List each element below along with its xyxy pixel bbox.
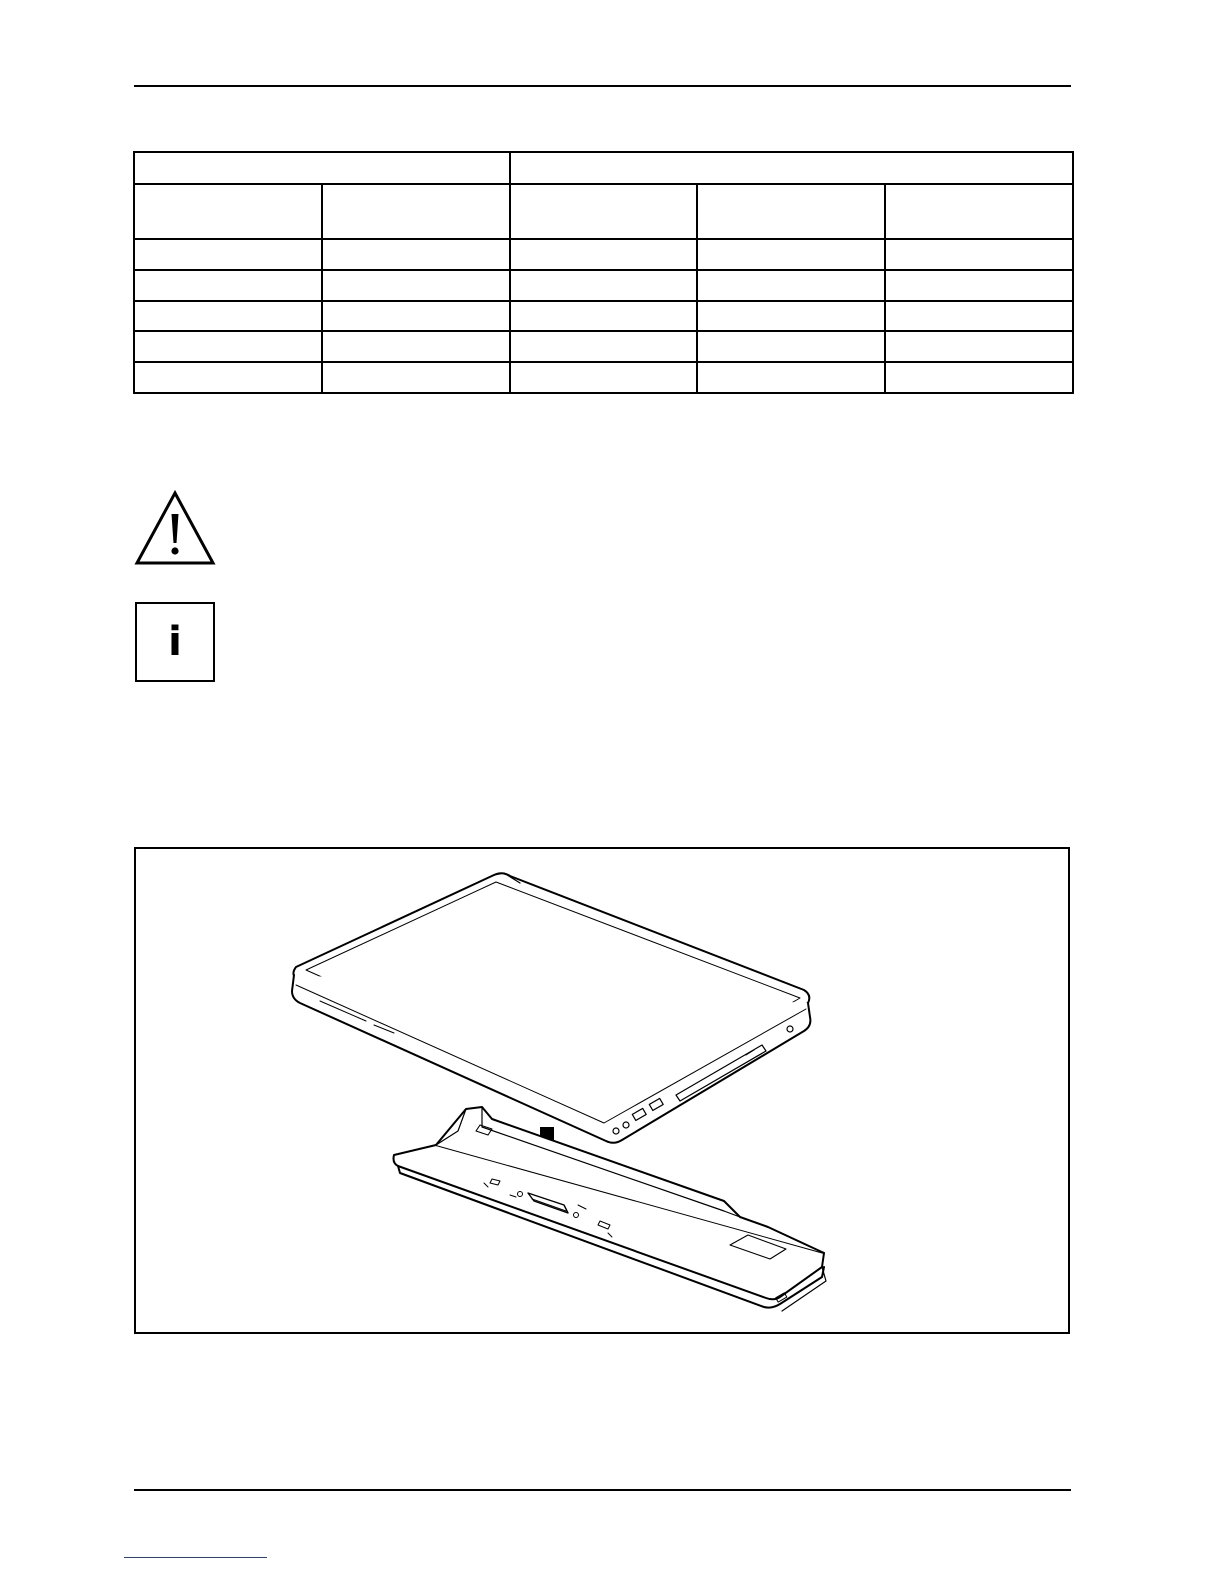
header-rule [134, 85, 1071, 87]
table-cell [510, 362, 697, 393]
footer-link-underline[interactable] [124, 1557, 267, 1558]
table-cell [885, 301, 1073, 332]
table-cell [322, 362, 510, 393]
info-icon [135, 602, 215, 682]
table-cell [885, 270, 1073, 301]
table-cell [510, 239, 697, 270]
table-cell [885, 362, 1073, 393]
table-cell [885, 331, 1073, 362]
table-cell [697, 331, 885, 362]
table-cell [134, 362, 322, 393]
table-cell [322, 270, 510, 301]
table-cell [134, 331, 322, 362]
table-cell [510, 301, 697, 332]
table-column-header [510, 184, 697, 239]
info-glyph: i [168, 619, 182, 665]
table-cell [885, 239, 1073, 270]
table-cell [322, 239, 510, 270]
table-row [134, 362, 1073, 393]
table-column-header [322, 184, 510, 239]
table-cell [510, 331, 697, 362]
table-cell [134, 270, 322, 301]
spec-table [133, 151, 1074, 394]
table-cell [134, 239, 322, 270]
table-cell [697, 270, 885, 301]
table-group-header-1 [134, 152, 510, 184]
table-row [134, 331, 1073, 362]
footer-rule [134, 1489, 1071, 1491]
table-column-header [697, 184, 885, 239]
table-cell [697, 239, 885, 270]
warning-triangle-icon [134, 490, 216, 566]
table-column-header [885, 184, 1073, 239]
table-group-header-2 [510, 152, 1073, 184]
table-column-header [134, 184, 322, 239]
table-cell [134, 301, 322, 332]
table-cell [697, 362, 885, 393]
table-cell [510, 270, 697, 301]
table-cell [697, 301, 885, 332]
table-row [134, 239, 1073, 270]
table-row [134, 301, 1073, 332]
table-cell [322, 301, 510, 332]
table-row [134, 270, 1073, 301]
table-cell [322, 331, 510, 362]
notebook-docking-illustration [134, 847, 1070, 1334]
